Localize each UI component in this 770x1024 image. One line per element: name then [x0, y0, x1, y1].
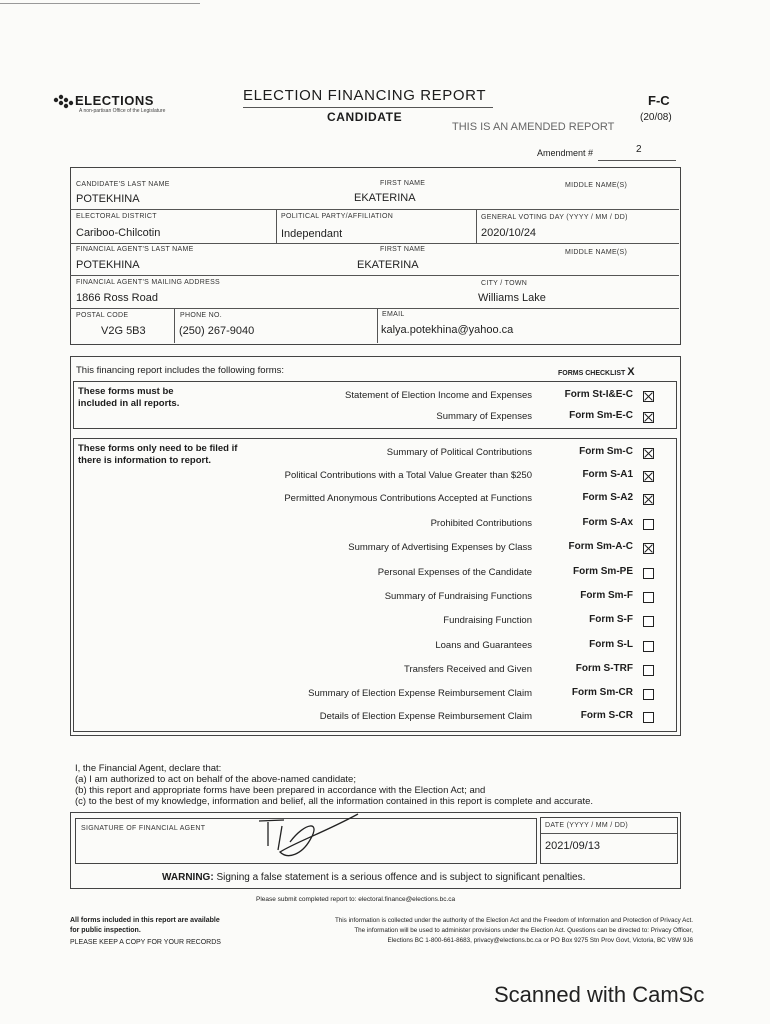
declaration-line-c: (c) to the best of my knowledge, information and belief, all the information contained in this report is complete and accurate.: [75, 796, 594, 807]
form-version: (20/08): [640, 112, 672, 123]
form-description: Statement of Election Income and Expenses: [345, 390, 532, 401]
form-checkbox[interactable]: [643, 391, 654, 402]
agent-first-name-field[interactable]: EKATERINA: [357, 259, 419, 271]
submit-note: Please submit completed report to: electoral.finance@elections.bc.ca: [256, 896, 456, 903]
privacy-line2: The information will be used to administer provisions under the Election Act. Questions can be directed to: Privacy Officer,: [354, 927, 693, 934]
district-field[interactable]: Cariboo-Chilcotin: [76, 227, 161, 239]
logo-text: ELECTIONS: [75, 93, 154, 108]
form-checkbox[interactable]: [643, 616, 654, 627]
postal-code-label: POSTAL CODE: [76, 312, 129, 319]
form-checkbox[interactable]: [643, 494, 654, 505]
scan-top-edge: [0, 3, 200, 4]
form-description: Summary of Fundraising Functions: [384, 591, 532, 602]
form-code: Form Sm-PE: [572, 566, 633, 577]
email-field[interactable]: kalya.potekhina@yahoo.ca: [381, 324, 514, 336]
report-subtitle: CANDIDATE: [327, 110, 403, 124]
email-label: EMAIL: [382, 311, 405, 318]
voting-day-field[interactable]: 2020/10/24: [481, 227, 537, 239]
amendment-line: [598, 160, 676, 161]
public-inspection-line2: for public inspection.: [70, 927, 141, 934]
form-description: Political Contributions with a Total Value Greater than $250: [284, 470, 532, 481]
declaration-line-a: (a) I am authorized to act on behalf of the above-named candidate;: [75, 774, 356, 785]
form-code: Form St-I&E-C: [564, 389, 633, 400]
form-checkbox[interactable]: [643, 412, 654, 423]
form-checkbox[interactable]: [643, 519, 654, 530]
keep-copy-note: PLEASE KEEP A COPY FOR YOUR RECORDS: [70, 939, 221, 946]
optional-forms-note: These forms only need to be filed if there is information to report.: [78, 443, 238, 466]
amendment-value: 2: [636, 144, 642, 155]
form-code: Form S-CR: [580, 710, 633, 721]
form-description: Personal Expenses of the Candidate: [377, 567, 532, 578]
form-description: Transfers Received and Given: [404, 664, 532, 675]
agent-last-name-label: FINANCIAL AGENT'S LAST NAME: [76, 246, 194, 253]
declaration-intro: I, the Financial Agent, declare that:: [75, 763, 222, 774]
declaration-line-b: (b) this report and appropriate forms have been prepared in accordance with the Election Act; and: [75, 785, 486, 796]
required-forms-note: These forms must be included in all reports.: [78, 386, 180, 409]
privacy-line3: Elections BC 1-800-661-8683, privacy@elections.bc.ca or PO Box 9275 Stn Prov Govt, Victoria, BC V8W 9J6: [387, 937, 693, 944]
party-label: POLITICAL PARTY/AFFILIATION: [281, 213, 394, 220]
form-code: Form Sm-CR: [571, 687, 633, 698]
form-code: Form S-Ax: [582, 517, 633, 528]
scanner-watermark: Scanned with CamSc: [494, 982, 705, 1007]
form-checkbox[interactable]: [643, 448, 654, 459]
info-row-divider: [70, 243, 679, 244]
form-description: Loans and Guarantees: [435, 640, 532, 651]
party-field[interactable]: Independant: [281, 228, 343, 240]
city-label: CITY / TOWN: [481, 280, 528, 287]
signature-label: SIGNATURE OF FINANCIAL AGENT: [81, 825, 206, 832]
agent-first-name-label: FIRST NAME: [380, 246, 426, 253]
form-checkbox[interactable]: [643, 543, 654, 554]
form-description: Permitted Anonymous Contributions Accepted at Functions: [284, 493, 532, 504]
forms-checklist-header: [558, 366, 635, 378]
form-checkbox[interactable]: [643, 712, 654, 723]
form-code: Form Sm-C: [579, 446, 633, 457]
district-label: ELECTORAL DISTRICT: [76, 213, 157, 220]
info-col-divider: [476, 209, 477, 243]
amendment-label: Amendment #: [537, 148, 594, 158]
form-description: Details of Election Expense Reimbursement Claim: [319, 711, 532, 722]
warning-text: Signing a false statement is a serious offence and is subject to significant penalties.: [216, 872, 586, 883]
form-code: Form Sm-F: [580, 590, 633, 601]
phone-field[interactable]: (250) 267-9040: [179, 325, 255, 337]
info-row-divider: [70, 275, 679, 276]
handwritten-signature[interactable]: [250, 812, 360, 862]
form-description: Summary of Election Expense Reimbursement Claim: [308, 688, 532, 699]
form-description: Summary of Advertising Expenses by Class: [348, 542, 532, 553]
form-code: F-C: [648, 93, 670, 108]
voting-day-label: GENERAL VOTING DAY (YYYY / MM / DD): [481, 214, 628, 221]
info-row-divider: [70, 209, 679, 210]
form-description: Prohibited Contributions: [430, 518, 532, 529]
mailing-address-field[interactable]: 1866 Ross Road: [76, 292, 158, 304]
form-code: Form S-TRF: [575, 663, 633, 674]
city-field[interactable]: Williams Lake: [478, 292, 546, 304]
report-title: ELECTION FINANCING REPORT: [243, 87, 487, 104]
agent-middle-names-label: MIDDLE NAME(S): [565, 249, 628, 256]
candidate-first-name-field[interactable]: EKATERINA: [354, 192, 416, 204]
date-label: DATE (YYYY / MM / DD): [545, 822, 629, 829]
forms-checklist-label: FORMS CHECKLIST: [558, 370, 626, 377]
form-code: Form S-A1: [582, 469, 633, 480]
form-description: Fundraising Function: [443, 615, 532, 626]
info-col-divider: [174, 308, 175, 343]
form-checkbox[interactable]: [643, 665, 654, 676]
forms-checklist-mark: X: [627, 366, 635, 378]
warning-label: WARNING:: [162, 872, 214, 883]
form-description: Summary of Political Contributions: [386, 447, 532, 458]
form-code: Form Sm-A-C: [568, 541, 633, 552]
candidate-last-name-label: CANDIDATE'S LAST NAME: [76, 181, 170, 188]
form-description: Summary of Expenses: [436, 411, 532, 422]
form-code: Form S-F: [589, 614, 633, 625]
title-rule: [243, 107, 493, 108]
public-inspection-line1: All forms included in this report are available: [70, 917, 220, 924]
privacy-line1: This information is collected under the authority of the Election Act and the Freedom of Information and Protection of Privacy Act.: [334, 917, 693, 924]
candidate-middle-names-label: MIDDLE NAME(S): [565, 182, 628, 189]
logo-mark-icon: [52, 92, 76, 112]
date-field[interactable]: 2021/09/13: [545, 840, 601, 852]
candidate-first-name-label: FIRST NAME: [380, 180, 426, 187]
form-code: Form S-A2: [582, 492, 633, 503]
form-checkbox[interactable]: [643, 592, 654, 603]
form-checkbox[interactable]: [643, 568, 654, 579]
postal-code-field[interactable]: V2G 5B3: [101, 325, 146, 337]
mailing-address-label: FINANCIAL AGENT'S MAILING ADDRESS: [76, 279, 221, 286]
form-code: Form Sm-E-C: [569, 410, 633, 421]
forms-intro: This financing report includes the following forms:: [76, 365, 285, 376]
candidate-last-name-field[interactable]: POTEKHINA: [76, 193, 140, 205]
info-col-divider: [377, 308, 378, 343]
phone-label: PHONE NO.: [180, 312, 222, 319]
form-checkbox[interactable]: [643, 689, 654, 700]
agent-last-name-field[interactable]: POTEKHINA: [76, 259, 140, 271]
info-col-divider: [276, 209, 277, 243]
form-checkbox[interactable]: [643, 641, 654, 652]
amended-notice: THIS IS AN AMENDED REPORT: [452, 121, 615, 133]
warning-line: [162, 872, 585, 883]
form-code: Form S-L: [589, 639, 633, 650]
logo-subtext: A non-partisan Office of the Legislature: [79, 108, 166, 114]
info-row-divider: [70, 308, 679, 309]
form-checkbox[interactable]: [643, 471, 654, 482]
date-divider: [541, 833, 677, 834]
